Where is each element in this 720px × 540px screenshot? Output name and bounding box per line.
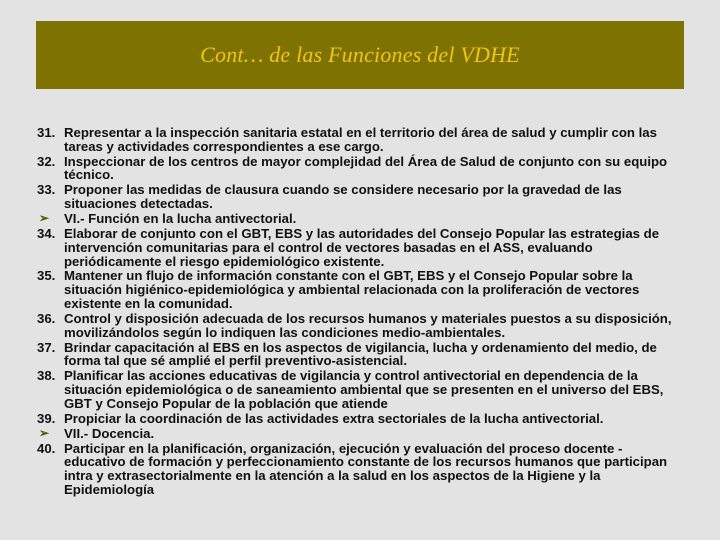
- list-item: [37, 312, 685, 340]
- item-text: Brindar capacitación al EBS en los aspectos de vigilancia, lucha y ordenamiento del medio, de forma tal que sé amplié el perfil preventivo-asistencial.: [64, 339, 657, 369]
- item-text: Representar a la inspección sanitaria estatal en el territorio del área de salud y cumplir con las tareas y actividades correspondientes a ese cargo.: [64, 125, 657, 154]
- item-text: Proponer las medidas de clausura cuando se considere necesario por la gravedad de las situaciones detectadas.: [64, 182, 622, 212]
- item-number: 37.: [37, 339, 56, 355]
- list-item: [37, 341, 685, 369]
- list-item: [37, 442, 685, 497]
- list-item: [37, 412, 685, 426]
- item-text: Inspeccionar de los centros de mayor complejidad del Área de Salud de conjunto con su equipo técnico.: [64, 153, 668, 183]
- list-item: [37, 155, 685, 183]
- list-item: [37, 369, 685, 410]
- item-number: 32.: [37, 153, 56, 169]
- section-heading-text: VII.- Docencia.: [64, 425, 155, 441]
- arrow-bullet-icon: ➢: [39, 425, 50, 440]
- section-heading: [37, 427, 685, 441]
- item-number: 31.: [37, 125, 56, 140]
- list-item: [37, 269, 685, 310]
- item-text: Elaborar de conjunto con el GBT, EBS y las autoridades del Consejo Popular las estrategias de intervención comunitarias para el control de vectores basadas en el ASS, evaluando periódicamente el riesgo epidemiológico existente.: [64, 225, 660, 269]
- slide-title: Cont… de las Funciones del VDHE: [200, 42, 520, 67]
- arrow-bullet-icon: ➢: [39, 211, 50, 226]
- item-number: 34.: [37, 225, 56, 241]
- item-number: 35.: [37, 268, 56, 284]
- item-text: Planificar las acciones educativas de vigilancia y control antivectorial en dependencia de la situación epidemiológica o de saneamiento ambiental que se presenten en el universo del EBS, GBT y Consejo Popular de la población que atiende: [64, 368, 664, 411]
- list-item: [37, 126, 685, 154]
- item-text: Participar en la planificación, organización, ejecución y evaluación del proceso docente - educativo de formación y perfeccionamiento constante de los recursos humanos que participan intra y extrasectorialmente en la atención a la salud en los aspectos de la Higiene y la Epidemiología: [64, 440, 668, 497]
- item-text: Control y disposición adecuada de los recursos humanos y materiales puestos a su disposición, movilizándolos según lo indiquen las condiciones medio-ambientales.: [64, 310, 672, 340]
- item-text: Mantener un flujo de información constante con el GBT, EBS y el Consejo Popular sobre la situación higiénico-epidemiológica y ambiental relacionada con la proliferación de vectores existente en la comunidad.: [64, 268, 640, 312]
- section-heading-text: VI.- Función en la lucha antivectorial.: [64, 211, 297, 227]
- item-number: 36.: [37, 310, 56, 326]
- list-item: [37, 183, 685, 211]
- functions-list: [37, 126, 685, 498]
- title-banner: [36, 21, 684, 89]
- section-heading: [37, 212, 685, 226]
- list-item: [37, 227, 685, 268]
- item-text: Propiciar la coordinación de las actividades extra sectoriales de la lucha antivectorial.: [64, 410, 604, 426]
- item-number: 39.: [37, 410, 56, 426]
- item-number: 38.: [37, 368, 56, 384]
- item-number: 40.: [37, 440, 56, 456]
- item-number: 33.: [37, 182, 56, 198]
